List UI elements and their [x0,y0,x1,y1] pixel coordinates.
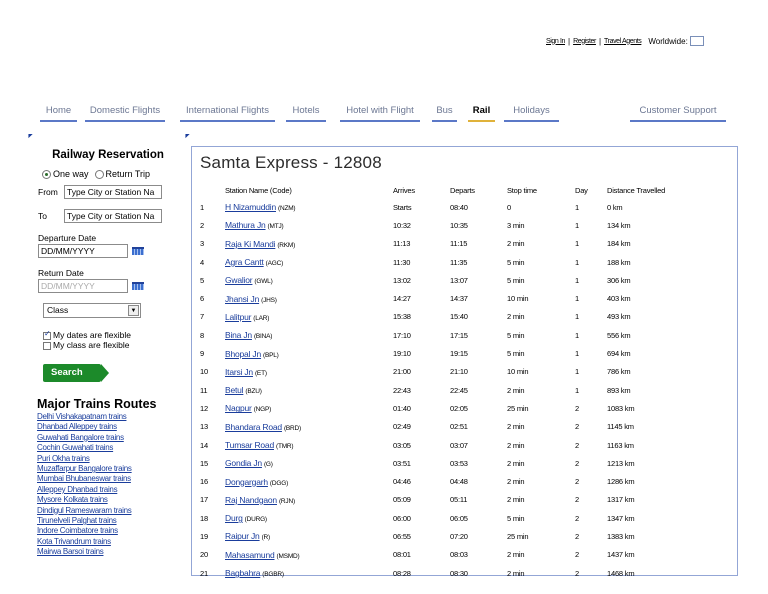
arrival-cell: 01:40 [393,403,411,413]
station-link[interactable]: Bhandara Road [225,421,282,432]
table-row [200,546,707,564]
route-link[interactable]: Mairwa Barsoi trains [37,547,104,557]
stop-time-cell: 2 min [507,458,525,468]
day-cell: 2 [575,403,579,413]
to-input[interactable]: Type City or Station Na [64,209,162,223]
day-cell: 1 [575,275,579,285]
nav-tab-hotel-with-flight[interactable]: Hotel with Flight [340,104,420,122]
station-link[interactable]: Dongargarh [225,476,268,487]
station-code: (NZM) [277,205,296,213]
stop-time-cell: 5 min [507,275,525,285]
distance-cell: 184 km [607,239,631,249]
to-label: To [38,211,47,222]
column-header: Stop time [507,186,537,195]
station-link[interactable]: Itarsi Jn [225,366,253,377]
route-link[interactable]: Delhi Vishakapatnam trains [37,412,127,421]
corner-marker-icon [26,132,32,138]
departure-cell: 04:48 [450,477,468,487]
arrival-cell: 05:09 [393,495,411,505]
day-cell: 2 [575,495,579,505]
station-code: (RJN) [278,497,295,505]
departure-cell: 21:10 [450,367,468,377]
row-number: 17 [200,495,208,505]
reservation-form [38,146,168,382]
route-link[interactable]: Cochin Guwahati trains [37,443,114,453]
stop-time-cell: 5 min [507,330,525,340]
route-link[interactable]: Dindigul Rameswaram trains [37,505,132,515]
day-cell: 1 [575,202,579,212]
stop-time-cell: 25 min [507,403,529,413]
station-cell [225,271,393,289]
distance-cell: 1286 km [607,477,635,487]
search-button[interactable]: Search [43,364,101,382]
station-link[interactable]: Mathura Jn [225,220,266,231]
arrival-cell: 15:38 [393,312,411,322]
day-cell: 1 [575,294,579,304]
table-row [200,436,707,454]
station-cell [225,527,393,545]
row-number: 7 [200,312,204,322]
stop-time-cell: 2 min [507,550,525,560]
departure-cell: 07:20 [450,531,468,541]
station-cell [225,326,393,344]
arrival-cell: 06:55 [393,531,411,541]
table-row [200,381,707,399]
one-way-label: One way [53,169,89,179]
station-link[interactable]: Durg [225,513,243,524]
arrival-cell: 10:32 [393,220,411,230]
station-cell [225,509,393,527]
station-cell [225,436,393,454]
column-header: Day [575,186,588,195]
station-link[interactable]: Bagbahra [225,568,261,579]
day-cell: 1 [575,385,579,395]
station-code: (GWL) [254,278,273,286]
stop-time-cell: 3 min [507,220,525,230]
stop-time-cell: 25 min [507,531,529,541]
stop-time-cell: 5 min [507,349,525,359]
row-number: 5 [200,275,204,285]
table-row [200,271,707,289]
trip-type [42,169,168,179]
departure-date-input[interactable]: DD/MM/YYYY [38,244,128,258]
flex-class-checkbox[interactable] [43,340,168,350]
table-row [200,289,707,307]
departure-cell: 05:11 [450,495,468,505]
station-code: (DGG) [269,479,289,487]
separator: | [568,36,571,46]
table-row [200,308,707,326]
stop-time-cell: 2 min [507,477,525,487]
distance-cell: 1145 km [607,422,634,432]
stop-time-cell: 10 min [507,294,529,304]
station-code: (R) [261,534,271,542]
train-title: Samta Express - 12808 [200,153,382,172]
row-number: 21 [200,568,208,578]
table-row [200,564,707,582]
arrival-cell: 13:02 [393,275,411,285]
nav-tab-holidays[interactable]: Holidays [504,104,559,122]
from-input[interactable]: Type City or Station Na [64,185,162,199]
nav-tab-bus[interactable]: Bus [432,104,457,122]
row-number: 15 [200,458,208,468]
flex-class-label: My class are flexible [53,340,130,351]
arrival-cell: 03:05 [393,440,411,450]
station-code: (BZU) [245,388,262,396]
return-trip-label: Return Trip [105,169,151,179]
station-cell [225,381,393,399]
row-number: 12 [200,403,208,413]
departure-cell: 11:35 [450,257,468,267]
table-row [200,235,707,253]
calendar-icon[interactable] [132,282,144,290]
one-way-option[interactable] [42,169,89,179]
column-header: Arrives [393,186,415,195]
day-cell: 1 [575,312,579,322]
column-header: Departs [450,186,475,195]
column-header: Distance Travelled [607,186,666,195]
station-code: (ET) [254,369,267,377]
row-number: 6 [200,294,204,304]
day-cell: 1 [575,367,579,377]
table-row [200,399,707,417]
row-number: 13 [200,422,208,432]
checkbox-icon [43,332,51,340]
station-cell [225,308,393,326]
station-link[interactable]: Betul [225,385,244,396]
route-link[interactable]: Muzaffarpur Bangalore trains [37,464,132,474]
route-link[interactable]: Mumbai Bhubaneswar trains [37,474,131,484]
arrival-cell: 02:49 [393,422,411,432]
table-row [200,527,707,545]
station-cell [225,399,393,417]
distance-cell: 1383 km [607,531,635,541]
nav-tab-customer-support[interactable]: Customer Support [630,104,726,122]
station-cell [225,216,393,234]
arrival-cell: 11:30 [393,257,411,267]
station-cell [225,418,393,436]
chevron-down-icon: ▼ [128,305,139,316]
distance-cell: 786 km [607,367,631,377]
travel-agents-link[interactable]: Travel Agents [604,37,642,45]
station-code: (BINA) [253,333,273,341]
nav-tab-rail[interactable]: Rail [468,104,495,122]
stop-time-cell: 5 min [507,257,525,267]
checkbox-icon [43,342,51,350]
station-link[interactable]: Nagpur [225,403,252,414]
station-code: (BGBR) [262,571,284,579]
arrival-cell: Starts [393,202,412,212]
table-row [200,509,707,527]
stop-time-cell: 2 min [507,385,525,395]
station-code: (DURG) [244,516,267,524]
return-date-input[interactable]: DD/MM/YYYY [38,279,128,293]
row-number: 4 [200,257,204,267]
row-number: 2 [200,220,204,230]
main-nav [40,104,730,122]
day-cell: 2 [575,477,579,487]
arrival-cell: 08:28 [393,568,411,578]
distance-cell: 403 km [607,294,631,304]
day-cell: 1 [575,257,579,267]
departure-cell: 19:15 [450,349,468,359]
table-row [200,326,707,344]
distance-cell: 1468 km [607,568,635,578]
major-routes [37,397,177,558]
distance-cell: 493 km [607,312,631,322]
nav-tab-home[interactable]: Home [40,104,77,122]
arrival-cell: 08:01 [393,550,411,560]
station-code: (AGC) [265,260,284,268]
reservation-title: Railway Reservation [52,149,164,161]
flex-dates-label: My dates are flexible [53,330,131,341]
departure-cell: 08:03 [450,550,468,560]
routes-title: Major Trains Routes [37,397,157,411]
route-link[interactable]: Kota Trivandrum trains [37,536,111,546]
worldwide-selector[interactable] [690,36,704,46]
station-cell [225,198,393,216]
departure-cell: 10:35 [450,220,468,230]
corner-marker-icon [183,132,189,138]
stop-time-cell: 2 min [507,440,525,450]
table-row [200,491,707,509]
distance-cell: 188 km [607,257,631,267]
column-header: Station Name (Code) [225,186,292,195]
nav-tab-domestic-flights[interactable]: Domestic Flights [85,104,165,122]
arrival-cell: 17:10 [393,330,411,340]
route-link[interactable]: Alleppey Dhanbad trains [37,484,118,494]
station-link[interactable]: Bina Jn [225,330,252,341]
distance-cell: 1213 km [607,458,635,468]
flex-dates-checkbox[interactable] [43,330,168,340]
departure-cell: 14:37 [450,294,468,304]
worldwide-label: Worldwide: [648,36,688,46]
station-link[interactable]: Jhansi Jn [225,293,260,304]
station-cell [225,235,393,253]
schedule-table [200,183,707,582]
from-label: From [38,187,58,198]
table-row [200,418,707,436]
return-label: Return Date [38,268,84,279]
arrival-cell: 06:00 [393,513,411,523]
station-link[interactable]: Mahasamund [225,549,275,560]
departure-cell: 22:45 [450,385,468,395]
row-number: 19 [200,531,208,541]
day-cell: 2 [575,550,579,560]
day-cell: 1 [575,239,579,249]
route-link[interactable]: Guwahati Bangalore trains [37,432,124,442]
calendar-icon[interactable] [132,247,144,255]
row-number: 10 [200,367,208,377]
departure-cell: 15:40 [450,312,468,322]
distance-cell: 556 km [607,330,631,340]
distance-cell: 306 km [607,275,631,285]
stop-time-cell: 2 min [507,422,525,432]
train-schedule-panel [191,146,738,579]
account-links [546,36,704,46]
route-link[interactable]: Puri Okha trains [37,453,90,463]
departure-cell: 03:53 [450,458,468,468]
row-number: 11 [200,385,208,395]
row-number: 16 [200,477,208,487]
row-number: 1 [200,202,204,212]
departure-label: Departure Date [38,233,97,244]
station-cell [225,546,393,564]
departure-cell: 02:51 [450,422,468,432]
distance-cell: 1317 km [607,495,635,505]
day-cell: 2 [575,531,579,541]
station-cell [225,363,393,381]
arrival-cell: 04:46 [393,477,411,487]
stop-time-cell: 2 min [507,312,525,322]
arrival-cell: 21:00 [393,367,411,377]
departure-cell: 13:07 [450,275,468,285]
table-row [200,216,707,234]
day-cell: 2 [575,422,579,432]
station-code: (NGP) [253,406,272,414]
station-code: (MTJ) [267,223,284,231]
class-select[interactable] [43,303,141,318]
departure-cell: 06:05 [450,513,468,523]
return-trip-option[interactable] [95,169,151,179]
table-row [200,472,707,490]
station-code: (JHS) [261,296,277,304]
routes-list [37,412,177,558]
station-link[interactable]: Gondia Jn [225,458,262,469]
row-number: 3 [200,239,204,249]
row-number: 14 [200,440,208,450]
departure-cell: 17:15 [450,330,468,340]
station-link[interactable]: Agra Cantt [225,257,264,268]
table-row [200,253,707,271]
arrival-cell: 11:13 [393,239,411,249]
distance-cell: 1437 km [607,550,635,560]
route-link[interactable]: Dhanbad Alleppey trains [37,422,117,432]
departure-cell: 08:30 [450,568,468,578]
station-link[interactable]: Raipur Jn [225,531,260,542]
radio-icon [95,170,104,179]
arrival-cell: 03:51 [393,458,411,468]
distance-cell: 694 km [607,349,631,359]
table-row [200,454,707,472]
nav-tab-international-flights[interactable]: International Flights [180,104,275,122]
station-code: (BPL) [263,351,279,359]
row-number: 9 [200,349,204,359]
register-link[interactable]: Register [573,37,596,45]
day-cell: 1 [575,330,579,340]
route-link[interactable]: Mysore Kolkata trains [37,495,108,505]
row-number: 18 [200,513,208,523]
sign-in-link[interactable]: Sign In [546,37,565,45]
class-select-value: Class [47,305,69,316]
station-link[interactable]: Tumsar Road [225,440,274,450]
station-code: (MSMD) [276,552,300,560]
stop-time-cell: 0 [507,202,511,212]
station-cell [225,253,393,271]
separator: | [598,36,602,46]
station-cell [225,344,393,362]
day-cell: 1 [575,220,579,230]
distance-cell: 1083 km [607,403,635,413]
departure-cell: 08:40 [450,202,468,212]
table-row [200,198,707,216]
day-cell: 2 [575,440,579,450]
table-row [200,344,707,362]
distance-cell: 134 km [607,220,631,230]
route-link[interactable]: Indore Coimbatore trains [37,526,118,536]
table-header-row [200,183,707,198]
route-link[interactable]: Tirunelveli Palghat trains [37,516,117,526]
station-code: (RKM) [277,241,296,249]
station-cell [225,472,393,490]
station-link[interactable]: H Nizamuddin [225,202,276,213]
arrival-cell: 19:10 [393,349,411,359]
stop-time-cell: 2 min [507,568,525,578]
column-header [200,183,225,198]
stop-time-cell: 2 min [507,239,525,249]
stop-time-cell: 10 min [507,367,529,377]
station-link[interactable]: Raja Ki Mandi [225,238,276,249]
station-cell [225,564,393,582]
station-code: (TMR) [275,443,294,450]
arrival-cell: 22:43 [393,385,411,395]
day-cell: 2 [575,568,579,578]
station-cell [225,491,393,509]
distance-cell: 1347 km [607,513,635,523]
day-cell: 2 [575,458,579,468]
stop-time-cell: 5 min [507,513,525,523]
day-cell: 2 [575,513,579,523]
radio-icon [42,170,51,179]
station-cell [225,289,393,307]
distance-cell: 893 km [607,385,631,395]
station-link[interactable]: Bhopal Jn [225,348,262,359]
stop-time-cell: 2 min [507,495,525,505]
row-number: 8 [200,330,204,340]
departure-cell: 03:07 [450,440,468,450]
station-link[interactable]: Gwalior [225,275,253,286]
distance-cell: 1163 km [607,440,634,450]
station-link[interactable]: Raj Nandgaon [225,494,277,505]
distance-cell: 0 km [607,202,623,212]
departure-cell: 11:15 [450,239,468,249]
station-cell [225,454,393,472]
arrival-cell: 14:27 [393,294,411,304]
table-row [200,363,707,381]
nav-tab-hotels[interactable]: Hotels [286,104,326,122]
row-number: 20 [200,550,208,560]
day-cell: 1 [575,349,579,359]
station-link[interactable]: Lalitpur [225,311,252,322]
station-code: (LAR) [253,314,270,322]
station-code: (BRD) [283,424,302,432]
station-code: (G) [263,461,273,469]
departure-cell: 02:05 [450,403,468,413]
